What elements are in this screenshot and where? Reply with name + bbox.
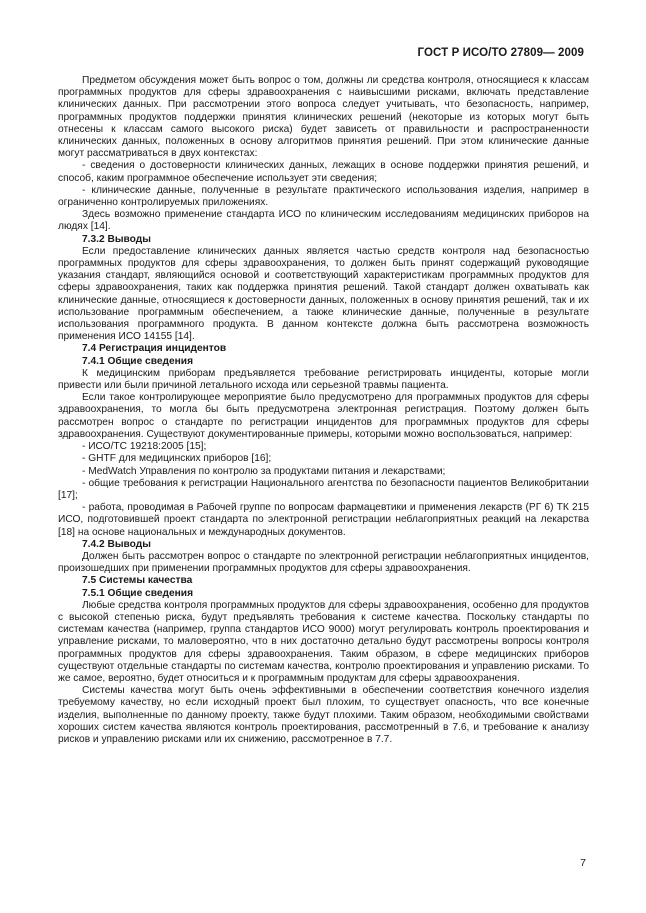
list-item: - работа, проводимая в Рабочей группе по вопросам фармацевтики и применения лекарств (РГ 6) ТК 215 ИСО, подготовившей проект стандарта по электронной регистрации неблагоприятных реакций на лекарства [18] на основе национальных и международных документов. <box>58 502 589 538</box>
list-item: - GHTF для медицинских приборов [16]; <box>82 453 272 465</box>
paragraph: Должен быть рассмотрен вопрос о стандарте по электронной регистрации неблагоприятных инцидентов, произошедших при применении программных продуктов для сферы здравоохранения. <box>58 550 589 575</box>
page-header: ГОСТ Р ИСО/ТО 27809— 2009 <box>417 47 584 59</box>
section-heading: 7.5.1 Общие сведения <box>82 587 194 599</box>
section-heading: 7.4 Регистрация инцидентов <box>82 343 227 355</box>
list-item: - ИСО/ТС 19218:2005 [15]; <box>82 441 207 453</box>
document-body <box>58 75 589 746</box>
section-heading: 7.3.2 Выводы <box>82 233 151 245</box>
list-item: - общие требования к регистрации Национального агентства по безопасности пациентов Великобритании [17]; <box>58 477 589 501</box>
section-heading: 7.4.1 Общие сведения <box>82 355 194 367</box>
paragraph: Предметом обсуждения может быть вопрос о том, должны ли средства контроля, относящиеся к классам программных продуктов для сферы здравоохранения с наивысшими рисками, включать представление клинических данных. При рассмотрении этого вопроса следует учитывать, что безопасность, например, программных продуктов поддержки принятия клинических решений (некоторые из которых могут быть отнесены к классам самого высокого риска) будет зависеть от правильности и распространенности клинических данных, положенных в основу алгоритмов принятия решений. При этом клинические данные могут рассматриваться в двух контекстах: <box>58 75 589 160</box>
paragraph: - клинические данные, полученные в результате практического использования изделия, например в ограниченно контролируемых приложениях. <box>58 184 589 209</box>
paragraph: Здесь возможно применение стандарта ИСО по клиническим исследованиям медицинских приборов на людях [14]. <box>58 209 589 233</box>
paragraph: К медицинским приборам предъявляется требование регистрировать инциденты, которые могли привести или были причиной летального исхода или серьезной травмы пациента. <box>58 367 589 392</box>
paragraph: Системы качества могут быть очень эффективными в обеспечении соответствия конечного изделия требуемому качеству, но если исходный проект был плохим, то существует опасность, что все конечные изделия, выполненные по данному проекту, также будут плохими. Таким образом, необходимыми свойствами хороших систем качества являются контроль проектирования, рассмотренный в 7.6, и требование к анализу рисков и управлению рисками или их снижению, рассмотренное в 7.7. <box>58 685 589 745</box>
section-heading: 7.4.2 Выводы <box>82 538 151 550</box>
page-number: 7 <box>580 857 586 869</box>
paragraph: Если такое контролирующее мероприятие было предусмотрено для программных продуктов для сферы здравоохранения, то могла бы быть предусмотрена электронная регистрация. Поэтому должен быть рассмотрен вопрос о стандарте по регистрации инцидентов для программных продуктов для сферы здравоохранения. Существуют документированные примеры, которыми можно воспользоваться, например: <box>58 392 589 440</box>
section-heading: 7.5 Системы качества <box>82 575 193 587</box>
paragraph: Любые средства контроля программных продуктов для сферы здравоохранения, особенно для продуктов с высокой степенью риска, будут предъявлять требования к системе качества. Поскольку стандарты по системам качества (например, группа стандартов ИСО 9000) могут регулировать контроль проектирования и управление рисками, то маловероятно, что в них достаточно детально будут рассмотрены вопросы контроля программных продуктов для сферы здравоохранения. Таким образом, в сфере медицинских приборов существуют отдельные стандарты по системам качества, контролю проектирования и управлению рисками. То же самое, вероятно, будет относиться и к программным продуктам для сферы здравоохранения. <box>58 599 589 684</box>
paragraph: - сведения о достоверности клинических данных, лежащих в основе поддержки принятия решений, и способ, каким программное обеспечение использует эти сведения; <box>58 160 589 184</box>
paragraph: Если предоставление клинических данных является частью средств контроля над безопасностью программных продуктов для сферы здравоохранения, то должен быть принят содержащий руководящие указания стандарт, являющийся основой и соответствующий характеристикам программных продуктов для сферы здравоохранения, таких как поддержка принятия решений. Такой стандарт должен охватывать как клинические данные, относящиеся к достоверности данных, положенных в основу принятия решений, так и их использование программным обеспечением, а также клинические данные, полученные в результате использования программного продукта. В данном контексте должна быть рассмотрена возможность применения ИСО 14155 [14]. <box>58 245 589 343</box>
list-item: - MedWatch Управления по контролю за продуктами питания и лекарствами; <box>82 465 446 477</box>
